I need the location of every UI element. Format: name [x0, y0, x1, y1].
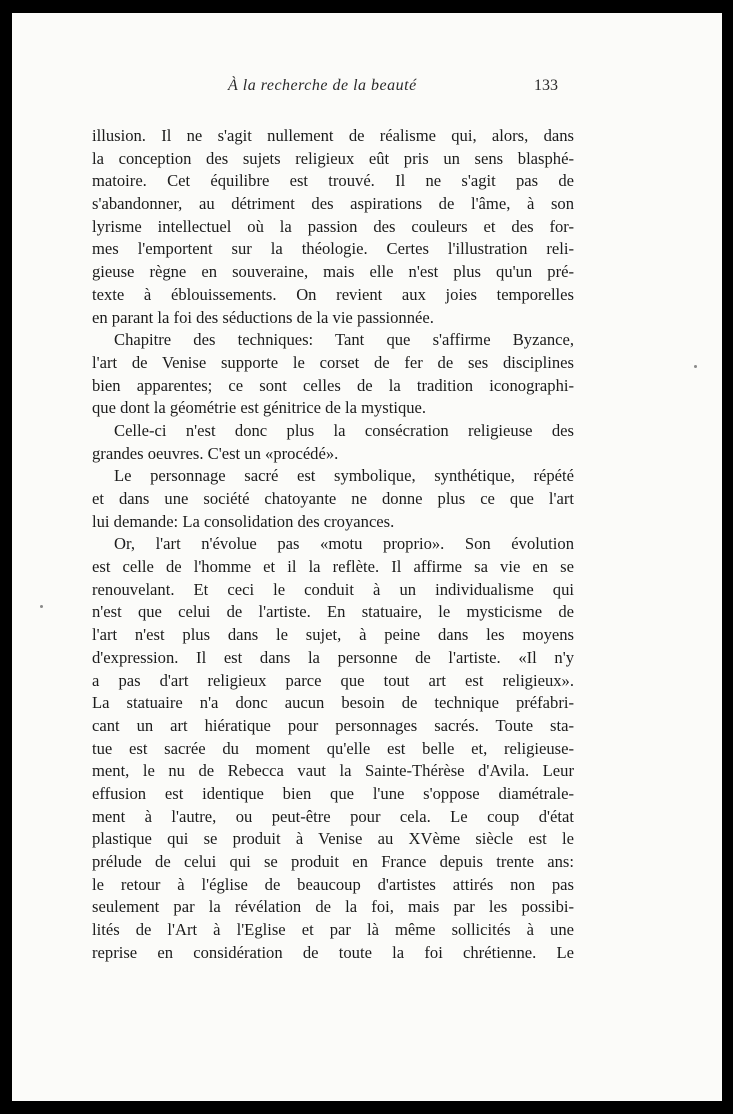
text-line: matoire. Cet équilibre est trouvé. Il ne s'agit pas de	[92, 171, 574, 191]
text-line: prélude de celui qui se produit en France depuis trente ans:	[92, 852, 574, 871]
text-line: texte à éblouissements. On revient aux joies temporelles	[92, 284, 574, 304]
text-line: gieuse règne en souveraine, mais elle n'est plus qu'un pré-	[92, 262, 574, 282]
text-line: cant un art hiératique pour personnages sacrés. Toute sta-	[92, 715, 574, 735]
scan-speck	[40, 605, 43, 608]
scan-speck	[694, 365, 697, 368]
text-line: La statuaire n'a donc aucun besoin de technique préfabri-	[92, 693, 574, 713]
text-line: ment à l'autre, ou peut-être pour cela. Le coup d'état	[92, 806, 574, 826]
running-title: À la recherche de la beauté	[228, 77, 417, 94]
book-page	[12, 13, 722, 1101]
body-text	[92, 125, 574, 964]
text-line: illusion. Il ne s'agit nullement de réalisme qui, alors, dans	[92, 126, 574, 145]
text-line: d'expression. Il est dans la personne de l'artiste. «Il n'y	[92, 647, 574, 667]
text-line: effusion est identique bien que l'une s'oppose diamétrale-	[92, 783, 574, 803]
text-line: s'abandonner, au détriment des aspirations de l'âme, à son	[92, 194, 574, 214]
running-head	[12, 77, 722, 101]
text-line: la conception des sujets religieux eût pris un sens blasphé-	[92, 148, 574, 168]
text-line: seulement par la révélation de la foi, mais par les possibi-	[92, 897, 574, 917]
text-line: lités de l'Art à l'Eglise et par là même sollicités à une	[92, 920, 574, 940]
text-line: Celle-ci n'est donc plus la consécration religieuse des	[114, 420, 574, 440]
text-line: tue est sacrée du moment qu'elle est belle et, religieuse-	[92, 738, 574, 758]
text-line: mes l'emportent sur la théologie. Certes l'illustration reli-	[92, 239, 574, 259]
text-line: Le personnage sacré est symbolique, synthétique, répété	[114, 466, 574, 486]
text-line: a pas d'art religieux parce que tout art est religieux».	[92, 670, 574, 690]
text-line: que dont la géométrie est génitrice de la mystique.	[92, 398, 427, 418]
text-line: lui demande: La consolidation des croyances.	[92, 511, 395, 531]
text-line: en parant la foi des séductions de la vie passionnée.	[92, 307, 434, 327]
text-line: ment, le nu de Rebecca vaut la Sainte-Thérèse d'Avila. Leur	[92, 761, 574, 781]
text-line: lyrisme intellectuel où la passion des couleurs et des for-	[92, 216, 574, 236]
text-line: n'est que celui de l'artiste. En statuaire, le mysticisme de	[92, 602, 574, 622]
text-line: est celle de l'homme et il la reflète. Il affirme sa vie en se	[92, 557, 574, 577]
text-line: renouvelant. Et ceci le conduit à un individualisme qui	[92, 579, 574, 599]
text-line: le retour à l'église de beaucoup d'artistes attirés non pas	[92, 874, 574, 894]
text-line: reprise en considération de toute la foi chrétienne. Le	[92, 942, 574, 962]
text-line: bien apparentes; ce sont celles de la tradition iconographi-	[92, 375, 574, 395]
text-line: l'art de Venise supporte le corset de fer de ses disciplines	[92, 352, 574, 372]
text-line: plastique qui se produit à Venise au XVème siècle est le	[92, 829, 574, 849]
text-line: Or, l'art n'évolue pas «motu proprio». Son évolution	[114, 534, 574, 554]
text-line: grandes oeuvres. C'est un «procédé».	[92, 443, 339, 463]
text-line: et dans une société chatoyante ne donne plus ce que l'art	[92, 489, 574, 508]
text-line: l'art n'est plus dans le sujet, à peine dans les moyens	[92, 625, 574, 645]
text-line: Chapitre des techniques: Tant que s'affirme Byzance,	[114, 330, 574, 350]
page-number: 133	[534, 77, 558, 94]
